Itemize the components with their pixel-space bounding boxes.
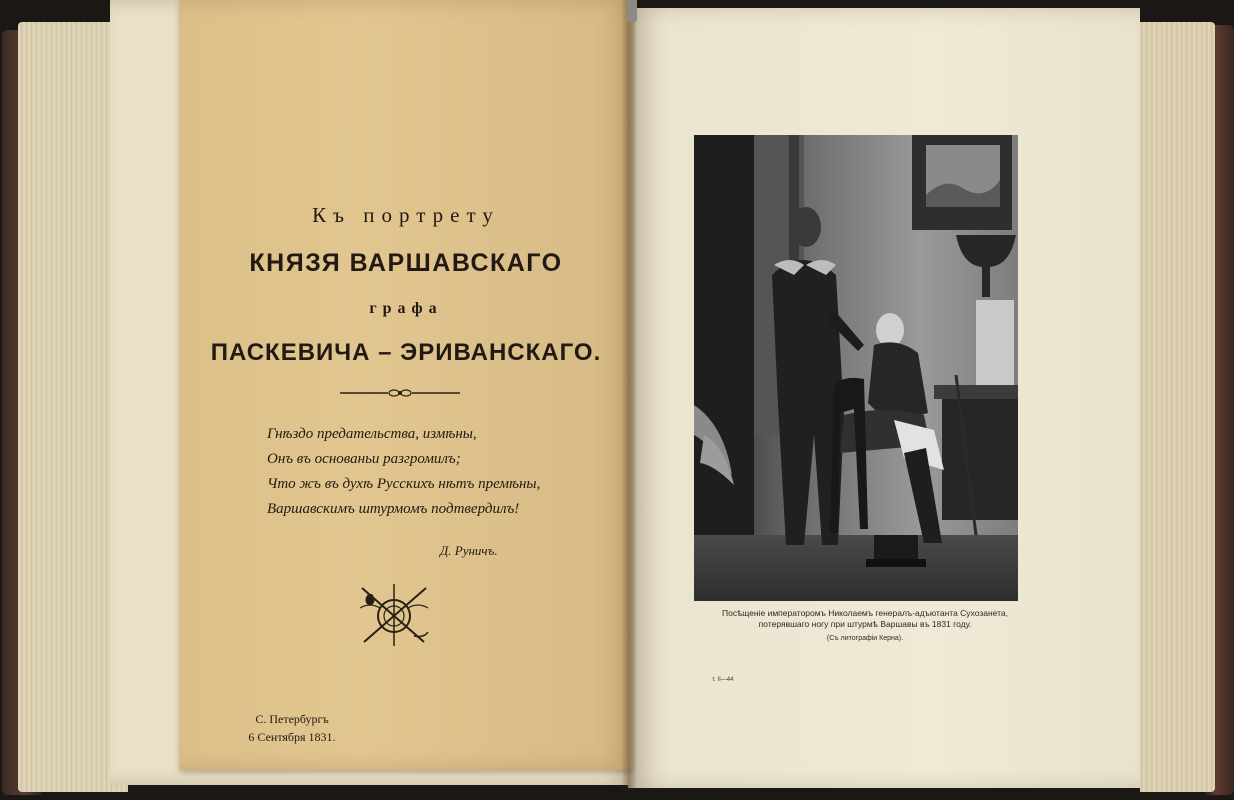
title-line-4: ПАСКЕВИЧА – ЭРИВАНСКАГО.	[210, 339, 602, 366]
verse-line: Онъ въ основаньи разгромилъ;	[267, 451, 461, 467]
page-edges-right	[1140, 22, 1215, 792]
imprint-place: С. Петербургъ	[255, 712, 329, 726]
poem-author: Д. Руничъ.	[440, 543, 498, 558]
caption-line-1: Посѣщеніе императоромъ Николаемъ генералъ-адъютанта Сухозанета,	[721, 608, 1008, 618]
lithograph-illustration	[694, 135, 1018, 601]
title-line-2: КНЯЗЯ ВАРШАВСКАГО	[249, 249, 563, 277]
caption-line-2: потерявшаго ногу при штурмѣ Варшавы въ 1831 году.	[758, 619, 972, 629]
verse-line: Варшавскимъ штурмомъ подтвердилъ!	[267, 501, 520, 517]
military-trophy-emblem	[354, 580, 434, 650]
poem-page	[180, 0, 632, 770]
title-line-3: графа	[369, 300, 443, 317]
poem-verse	[267, 422, 607, 522]
imprint	[222, 710, 362, 746]
ornamental-rule	[340, 386, 460, 400]
title-line-1: Къ портрету	[312, 203, 500, 227]
printer-signature-mark: т. II—44	[712, 677, 734, 683]
imprint-date: 6 Сентября 1831.	[248, 730, 336, 744]
verse-line: Что жъ въ духѣ Русскихъ нѣтъ премѣны,	[267, 476, 541, 492]
illustration-caption	[700, 608, 1030, 644]
verse-line: Гнѣздо предательства, измѣны,	[267, 426, 477, 442]
caption-source: (Съ литографіи Керна).	[826, 635, 904, 642]
